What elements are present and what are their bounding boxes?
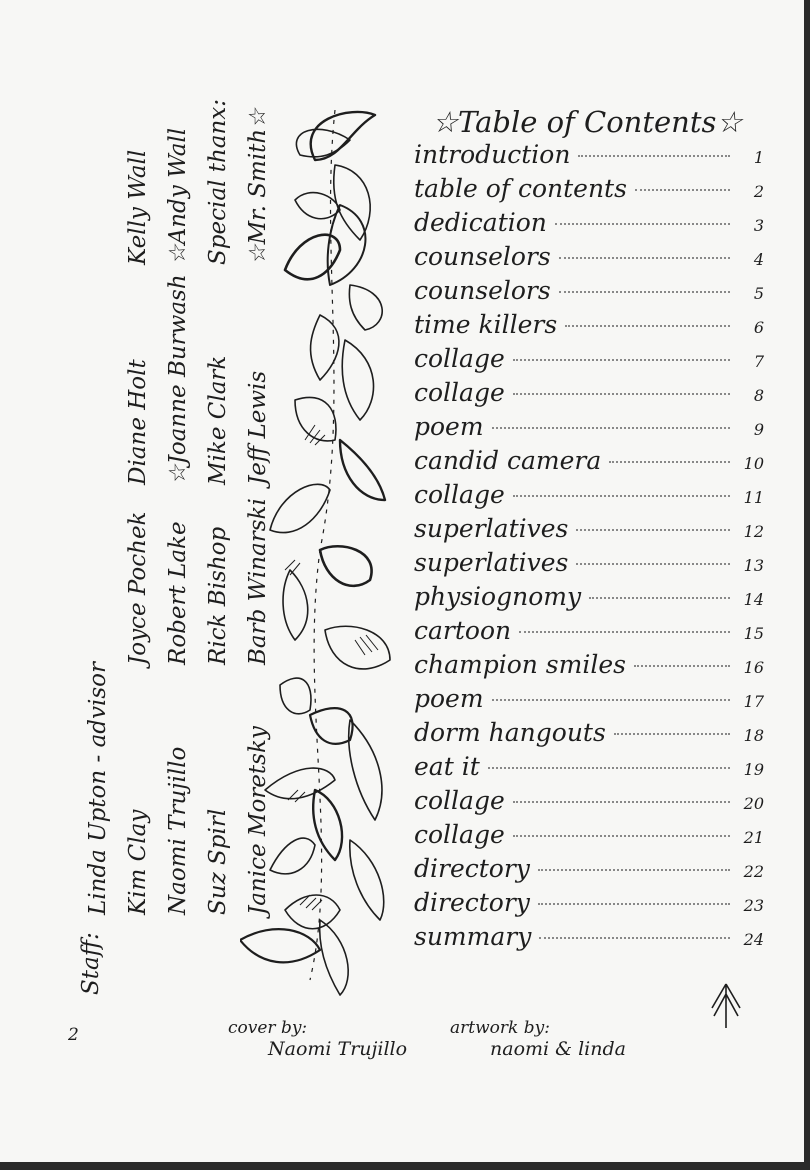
toc-page-number: 21 [743, 828, 764, 847]
toc-dot-leader [609, 461, 730, 463]
toc-dot-leader [576, 529, 730, 531]
staff-name: Joyce Pochek [125, 511, 151, 665]
toc-row [414, 786, 764, 820]
toc-title: ☆Table of Contents☆ [432, 105, 743, 139]
toc-dot-leader [589, 597, 730, 599]
toc-page-number: 1 [753, 148, 764, 167]
staff-name: ☆Joanne Burwash [165, 274, 191, 485]
toc-row [414, 650, 764, 684]
toc-dot-leader [559, 257, 730, 259]
artwork-credit-names: naomi & linda [490, 1038, 626, 1060]
toc-page-number: 16 [743, 658, 764, 677]
toc-page-number: 9 [753, 420, 764, 439]
toc-row [414, 616, 764, 650]
toc-page-number: 20 [743, 794, 764, 813]
page-number: 2 [68, 1025, 79, 1045]
toc-dot-leader [513, 835, 730, 837]
toc-entry-label: cartoon [414, 616, 512, 645]
artwork-credit-label: artwork by: [450, 1018, 550, 1038]
staff-name: Jeff Lewis [245, 370, 271, 485]
staff-name: Suz Spirl [205, 808, 231, 915]
staff-credits [70, 95, 271, 995]
toc-dot-leader [565, 325, 730, 327]
toc-row [414, 548, 764, 582]
toc-entry-label: poem [414, 684, 484, 713]
toc-page-number: 2 [753, 182, 764, 201]
toc-page-number: 6 [753, 318, 764, 337]
toc-entry-label: champion smiles [414, 650, 626, 679]
toc-page-number: 23 [743, 896, 764, 915]
toc-entry-label: collage [414, 786, 505, 815]
toc-row [414, 922, 764, 956]
toc-entry-label: directory [414, 888, 530, 917]
toc-row [414, 480, 764, 514]
leaf-vine-illustration [240, 100, 410, 1000]
toc-page-number: 22 [743, 862, 764, 881]
toc-dot-leader [634, 665, 730, 667]
toc-row [414, 412, 764, 446]
toc-dot-leader [513, 801, 730, 803]
toc-dot-leader [539, 937, 730, 939]
cover-credit-name: Naomi Trujillo [268, 1038, 408, 1060]
toc-page-number: 4 [753, 250, 764, 269]
toc-entry-label: directory [414, 854, 530, 883]
toc-row [414, 208, 764, 242]
toc-page-number: 14 [743, 590, 764, 609]
toc-dot-leader [513, 495, 730, 497]
toc-row [414, 684, 764, 718]
staff-name: Kim Clay [125, 809, 151, 915]
toc-entry-label: collage [414, 820, 505, 849]
toc-page-number: 7 [753, 352, 764, 371]
staff-name: Rick Bishop [205, 526, 231, 665]
toc-page-number: 18 [743, 726, 764, 745]
staff-name: Mike Clark [205, 355, 231, 485]
toc-page-number: 12 [743, 522, 764, 541]
cover-credit-label: cover by: [228, 1018, 308, 1038]
toc-row [414, 854, 764, 888]
cover-credit [228, 1018, 407, 1060]
toc-dot-leader [635, 189, 730, 191]
toc-dot-leader [492, 427, 730, 429]
toc-entry-label: collage [414, 480, 505, 509]
toc-entry-label: table of contents [414, 174, 627, 203]
toc-page-number: 5 [753, 284, 764, 303]
toc-row [414, 888, 764, 922]
staff-name: Linda Upton - advisor [85, 661, 111, 915]
staff-name: Kelly Wall [125, 149, 151, 265]
toc-dot-leader [614, 733, 730, 735]
toc-row [414, 820, 764, 854]
arrow-doodle-icon [706, 980, 746, 1030]
staff-name: Barb Winarski [245, 498, 271, 665]
toc-page-number: 8 [753, 386, 764, 405]
toc-dot-leader [576, 563, 730, 565]
toc-entry-label: dedication [414, 208, 547, 237]
toc-page-number: 13 [743, 556, 764, 575]
toc-dot-leader [538, 869, 730, 871]
toc-dot-leader [492, 699, 730, 701]
toc-row [414, 174, 764, 208]
staff-name: ☆Mr. Smith☆ [245, 108, 271, 265]
toc-entry-label: introduction [414, 140, 571, 169]
toc-dot-leader [513, 393, 730, 395]
toc-row [414, 242, 764, 276]
toc-entry-label: time killers [414, 310, 558, 339]
toc-page-number: 19 [743, 760, 764, 779]
toc-dot-leader [555, 223, 730, 225]
staff-label: Staff: [78, 932, 104, 995]
toc-entry-label: counselors [414, 242, 551, 271]
toc-page-number: 11 [743, 488, 764, 507]
toc-entry-label: collage [414, 344, 505, 373]
staff-name: Robert Lake [165, 521, 191, 665]
toc-entry-label: poem [414, 412, 484, 441]
toc-row [414, 446, 764, 480]
toc-row [414, 344, 764, 378]
toc-dot-leader [559, 291, 730, 293]
staff-name: Naomi Trujillo [165, 746, 191, 915]
toc-row [414, 582, 764, 616]
toc-entry-label: physiognomy [414, 582, 582, 611]
toc-page-number: 15 [743, 624, 764, 643]
toc-entry-label: summary [414, 922, 532, 951]
toc-entry-label: dorm hangouts [414, 718, 606, 747]
toc-page-number: 17 [743, 692, 764, 711]
staff-name: Special thanx: [205, 98, 231, 265]
toc-entry-label: candid camera [414, 446, 602, 475]
toc-row [414, 514, 764, 548]
toc-dot-leader [578, 155, 730, 157]
toc-entry-label: eat it [414, 752, 480, 781]
staff-name: ☆Andy Wall [165, 127, 191, 265]
toc-entry-label: collage [414, 378, 505, 407]
toc-entry-label: superlatives [414, 548, 569, 577]
toc-row [414, 140, 764, 174]
toc-page-number: 3 [753, 216, 764, 235]
toc-dot-leader [488, 767, 730, 769]
toc-dot-leader [538, 903, 730, 905]
artwork-credit [450, 1018, 626, 1060]
staff-name: Diane Holt [125, 359, 151, 485]
staff-name: Janice Moretsky [245, 726, 271, 915]
toc-page-number: 24 [743, 930, 764, 949]
toc-row [414, 752, 764, 786]
toc-entry-label: counselors [414, 276, 551, 305]
toc-page-number: 10 [743, 454, 764, 473]
toc-entry-label: superlatives [414, 514, 569, 543]
toc-row [414, 276, 764, 310]
toc-row [414, 310, 764, 344]
toc-dot-leader [519, 631, 730, 633]
toc-row [414, 718, 764, 752]
toc-row [414, 378, 764, 412]
toc-dot-leader [513, 359, 730, 361]
